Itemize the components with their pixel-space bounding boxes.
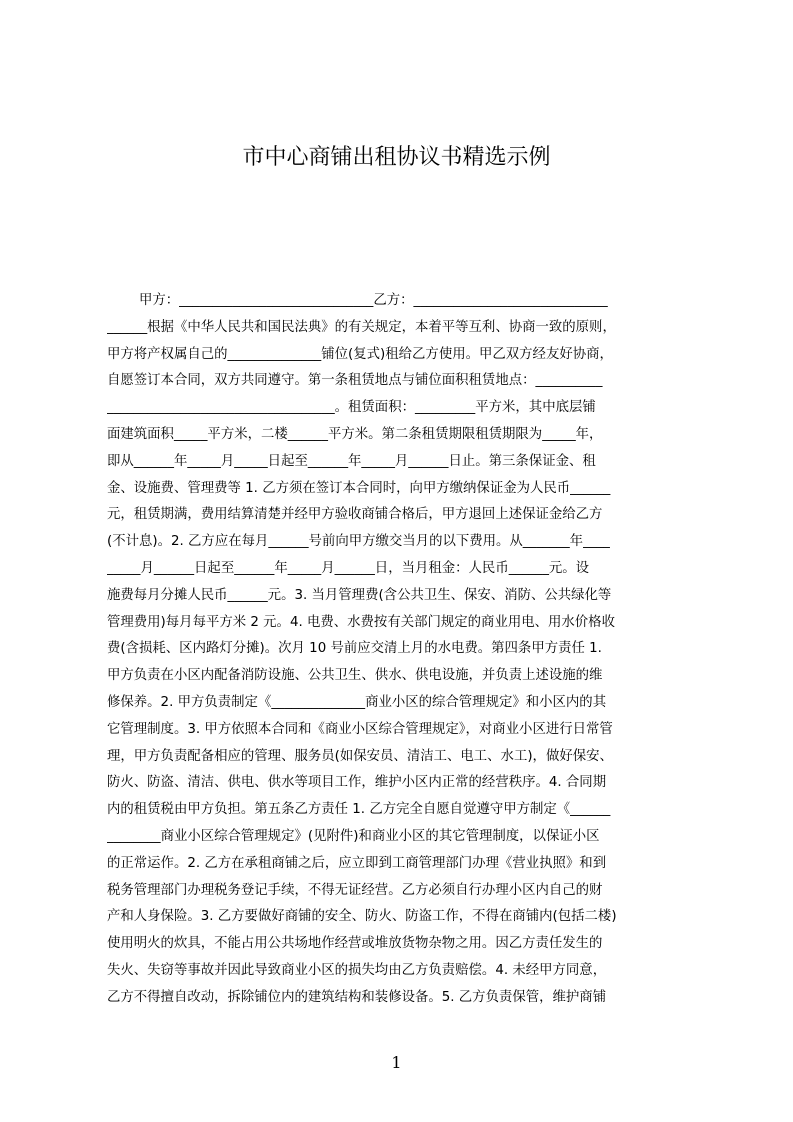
body-line: 管理费用)每月每平方米 2 元。4. 电费、水费按有关部门规定的商业用电、用水价格收 [107,614,615,630]
body-line: 面建筑面积_____平方米，二楼______平方米。第二条租赁期限租赁期限为_____年， [107,426,603,442]
contract-body [107,288,697,1038]
body-line: 甲方将产权属自己的______________铺位(复式)租给乙方使用。甲乙双方经友好协商， [107,346,613,362]
body-line: _____月______日起至______年_____月______日，当月租金：人民币______元。设 [107,560,590,576]
body-line: 甲方负责在小区内配备消防设施、公共卫生、供水、供电设施，并负责上述设施的维 [107,668,603,684]
body-line: 税务管理部门办理税务登记手续，不得无证经营。乙方必须自行办理小区内自己的财 [107,882,603,898]
body-line: 理，甲方负责配备相应的管理、服务员(如保安员、清洁工、电工、水工)，做好保安、 [107,748,613,764]
body-line: 金、设施费、管理费等 1. 乙方须在签订本合同时，向甲方缴纳保证金为人民币______ [107,480,611,496]
body-line: 修保养。2. 甲方负责制定《______________商业小区的综合管理规定》和小区内的其 [107,694,607,710]
document-title: 市中心商铺出租协议书精选示例 [242,145,551,170]
body-line: 的正常运作。2. 乙方在承租商铺之后，应立即到工商管理部门办理《营业执照》和到 [107,855,607,871]
body-line: 即从______年_____月_____日起至______年_____月______日止。第三条保证金、租 [107,453,596,469]
body-line: (不计息)。2. 乙方应在每月______号前向甲方缴交当月的以下费用。从_______年____ [107,534,610,550]
body-line: 防火、防盗、清洁、供电、供水等项目工作，维护小区内正常的经营秩序。4. 合同期 [107,775,607,791]
body-line: 乙方不得擅自改动，拆除铺位内的建筑结构和装修设备。5. 乙方负责保管，维护商铺 [107,989,607,1005]
body-line: 施费每月分摊人民币______元。3. 当月管理费(含公共卫生、保安、消防、公共绿化等 [107,587,612,603]
body-line: 内的租赁税由甲方负担。第五条乙方责任 1. 乙方完全自愿自觉遵守甲方制定《______ [107,802,611,818]
body-line: 自愿签订本合同，双方共同遵守。第一条租赁地点与铺位面积租赁地点：__________ [107,373,603,389]
body-line: 失火、失窃等事故并因此导致商业小区的损失均由乙方负责赔偿。4. 未经甲方同意， [107,962,607,978]
body-line: ________商业小区综合管理规定》(见附件)和商业小区的其它管理制度，以保证小区 [107,828,600,844]
body-line: 甲方：_____________________________乙方：_____________________________ [139,293,608,308]
body-line: ______根据《中华人民共和国民法典》的有关规定，本着平等互利、协商一致的原则， [107,319,616,335]
body-line: __________________________________。租赁面积：_________平方米，其中底层铺 [107,400,596,416]
body-line: 它管理制度。3. 甲方依照本合同和《商业小区综合管理规定》，对商业小区进行日常管 [107,721,613,737]
body-line: 元，租赁期满，费用结算清楚并经甲方验收商铺合格后，甲方退回上述保证金给乙方 [107,507,603,523]
body-line: 费(含损耗、区内路灯分摊)。次月 10 号前应交清上月的水电费。第四条甲方责任 1. [107,641,602,657]
page-number: 1 [391,1053,402,1072]
body-line: 使用明火的炊具，不能占用公共场地作经营或堆放货物杂物之用。因乙方责任发生的 [107,936,603,952]
body-line: 产和人身保险。3. 乙方要做好商铺的安全、防火、防盗工作，不得在商铺内(包括二楼) [107,909,617,925]
